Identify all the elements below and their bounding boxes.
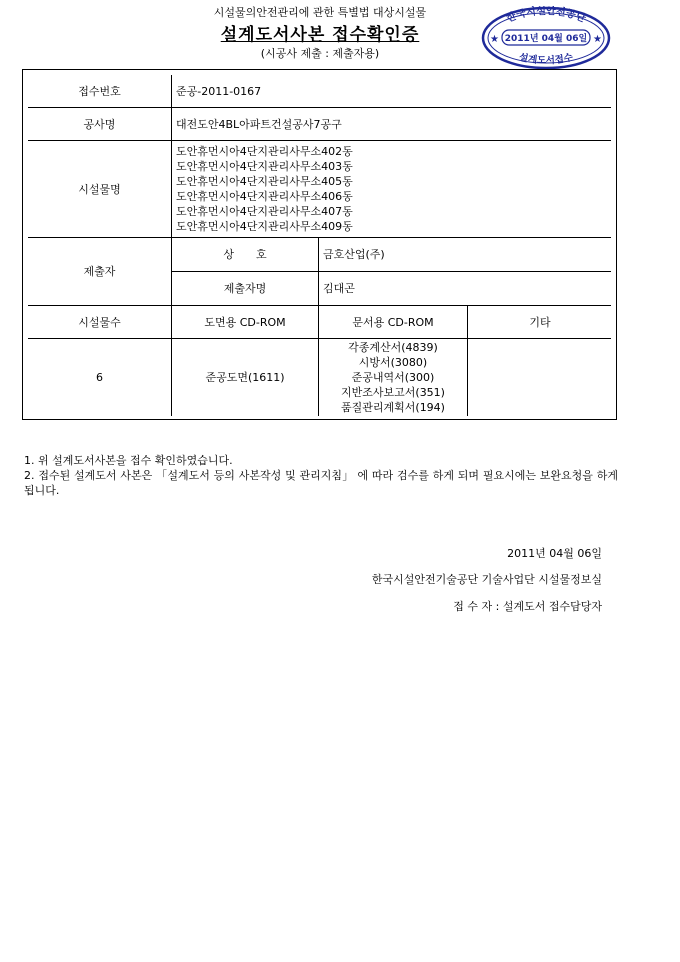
drawing-cd-value: 준공도면(1611) — [205, 371, 285, 384]
star-icon: ★ — [490, 34, 499, 45]
stamp-top-text: 한국시설안전공단 — [505, 6, 587, 25]
receipt-number-label: 접수번호 — [78, 84, 121, 98]
company-name: 금호산업(주) — [323, 248, 385, 261]
project-name: 대전도안4BL아파트건설공사7공구 — [176, 117, 342, 131]
submitter-label: 제출자 — [83, 265, 116, 278]
list-item: 도안휴먼시아4단지관리사무소402동 — [176, 145, 353, 158]
notes — [24, 453, 618, 498]
list-item: 도안휴먼시아4단지관리사무소405동 — [176, 175, 353, 188]
list-item: 시방서(3080) — [358, 356, 428, 369]
law-reference: 시설물의안전관리에 관한 특별법 대상시설물 — [213, 6, 427, 19]
list-item: 품질관리계획서(194) — [341, 401, 445, 414]
issuing-organization: 한국시설안전기술공단 기술사업단 시설물정보실 — [371, 573, 602, 586]
list-item: 도안휴먼시아4단지관리사무소403동 — [176, 160, 353, 173]
etc-label: 기타 — [529, 315, 551, 329]
facility-name-label: 시설물명 — [78, 182, 121, 196]
document-title: 설계도서사본 접수확인증 — [220, 25, 420, 45]
list-item: 도안휴먼시아4단지관리사무소409동 — [176, 220, 353, 233]
receiver: 접 수 자 : 설계도서 접수담당자 — [453, 600, 602, 613]
note-1: 1. 위 설계도서사본을 접수 확인하였습니다. — [24, 454, 233, 467]
submitter-name-label: 제출자명 — [223, 282, 267, 295]
list-item: 준공내역서(300) — [351, 371, 435, 384]
document-list — [319, 339, 467, 416]
document-cd-label: 문서용 CD-ROM — [352, 315, 434, 329]
receipt-number: 준공-2011-0167 — [176, 84, 262, 98]
stamp-bottom-text: 설계도서접수 — [517, 52, 575, 67]
etc-value — [468, 339, 612, 416]
facility-count: 6 — [96, 371, 103, 384]
star-icon: ★ — [593, 34, 602, 45]
list-item: 도안휴먼시아4단지관리사무소406동 — [176, 190, 353, 203]
receipt-table — [22, 69, 617, 420]
project-name-label: 공사명 — [83, 117, 116, 131]
stamp-date: 2011년 04월 06일 — [504, 34, 588, 44]
issue-date: 2011년 04월 06일 — [507, 547, 602, 560]
document-subtitle: (시공사 제출 : 제출자용) — [260, 47, 380, 60]
list-item: 지반조사보고서(351) — [341, 386, 445, 399]
note-2: 2. 접수된 설계도서 사본은 「설계도서 등의 사본작성 및 관리지침」 에 따라 검수를 하게 되며 필요시에는 보완요청을 하게 됩니다. — [24, 469, 618, 497]
facility-count-label: 시설물수 — [78, 315, 121, 329]
submitter-name: 김대곤 — [323, 282, 355, 295]
receipt-stamp — [480, 6, 612, 70]
list-item: 각종계산서(4839) — [348, 341, 438, 354]
list-item: 도안휴먼시아4단지관리사무소407동 — [176, 205, 353, 218]
drawing-cd-label: 도면용 CD-ROM — [204, 315, 286, 329]
company-label: 상 호 — [223, 248, 267, 261]
facility-list — [172, 141, 612, 237]
